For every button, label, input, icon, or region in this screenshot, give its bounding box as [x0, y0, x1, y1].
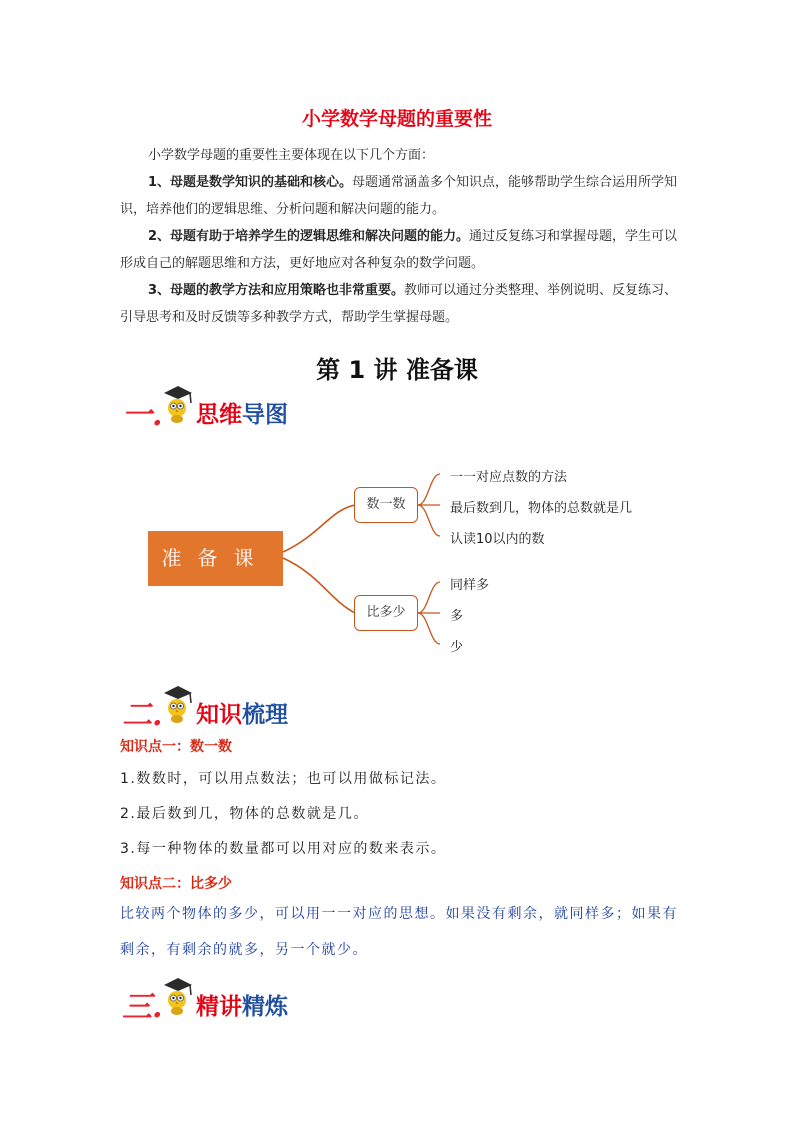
section-2-title-b: 梳理	[242, 702, 288, 728]
owl-scholar-icon	[160, 975, 196, 1017]
section-3-title-b: 精炼	[242, 994, 288, 1020]
section-2-title	[196, 696, 288, 729]
section-1-title	[196, 396, 288, 429]
section-heading-2	[122, 690, 162, 734]
point-1	[120, 169, 680, 223]
mindmap-connectors	[0, 440, 794, 670]
section-heading-3	[122, 982, 162, 1026]
mindmap-leaf: 多	[450, 609, 464, 624]
lecture-title: 第 1 讲 准备课	[316, 356, 478, 384]
knowledge-line: 2.最后数到几，物体的总数就是几。	[120, 806, 369, 822]
knowledge-point-1-title: 知识点一：数一数	[120, 739, 232, 755]
knowledge-point-2-text: 比较两个物体的多少，可以用一一对应的思想。如果没有剩余，就同样多；如果有剩余，有剩余的就多，另一个就少。	[120, 906, 678, 958]
section-1-title-a: 思维	[196, 402, 242, 428]
point-1-text: 母题通常涵盖多个知识点，能够帮助学生综合运用所学知识，培养他们的逻辑思维、分析问题和解决问题的能力。	[120, 175, 678, 217]
knowledge-line: 3.每一种物体的数量都可以用对应的数来表示。	[120, 841, 447, 857]
mindmap-leaf: 同样多	[450, 578, 490, 593]
section-2-number: 二.	[122, 698, 163, 733]
point-3	[120, 277, 680, 331]
point-2-text: 通过反复练习和掌握母题，学生可以形成自己的解题思维和方法，更好地应对各种复杂的数学问题。	[120, 229, 678, 271]
section-heading-1	[122, 390, 162, 434]
knowledge-point-2-title: 知识点二：比多少	[120, 876, 232, 892]
mindmap-root: 准备课	[148, 531, 283, 586]
mindmap-leaf: 认读10以内的数	[450, 532, 545, 547]
point-3-bold: 3、母题的教学方法和应用策略也非常重要。	[148, 283, 405, 298]
section-3-title-a: 精讲	[196, 994, 242, 1020]
owl-scholar-icon	[160, 683, 196, 725]
intro-text: 小学数学母题的重要性主要体现在以下几个方面：	[148, 148, 435, 163]
knowledge-line: 1.数数时，可以用点数法；也可以用做标记法。	[120, 771, 447, 787]
section-3-title	[196, 988, 288, 1021]
doc-title: 小学数学母题的重要性	[301, 108, 492, 130]
point-1-bold: 1、母题是数学知识的基础和核心。	[148, 175, 353, 190]
mindmap-branch-compare: 比多少	[354, 595, 418, 631]
mindmap-leaf: 最后数到几，物体的总数就是几	[450, 501, 633, 516]
mindmap-leaf: 一一对应点数的方法	[450, 470, 568, 485]
mindmap-leaf: 少	[450, 640, 464, 655]
owl-scholar-icon	[160, 383, 196, 425]
section-1-number: 一.	[122, 398, 163, 433]
section-3-number: 三.	[122, 990, 163, 1025]
point-2	[120, 223, 680, 277]
point-2-bold: 2、母题有助于培养学生的逻辑思维和解决问题的能力。	[148, 229, 470, 244]
point-3-text: 教师可以通过分类整理、举例说明、反复练习、引导思考和及时反馈等多种教学方式，帮助学生掌握母题。	[120, 283, 678, 325]
section-2-title-a: 知识	[196, 702, 242, 728]
mindmap-branch-count: 数一数	[354, 487, 418, 523]
section-1-title-b: 导图	[242, 402, 288, 428]
